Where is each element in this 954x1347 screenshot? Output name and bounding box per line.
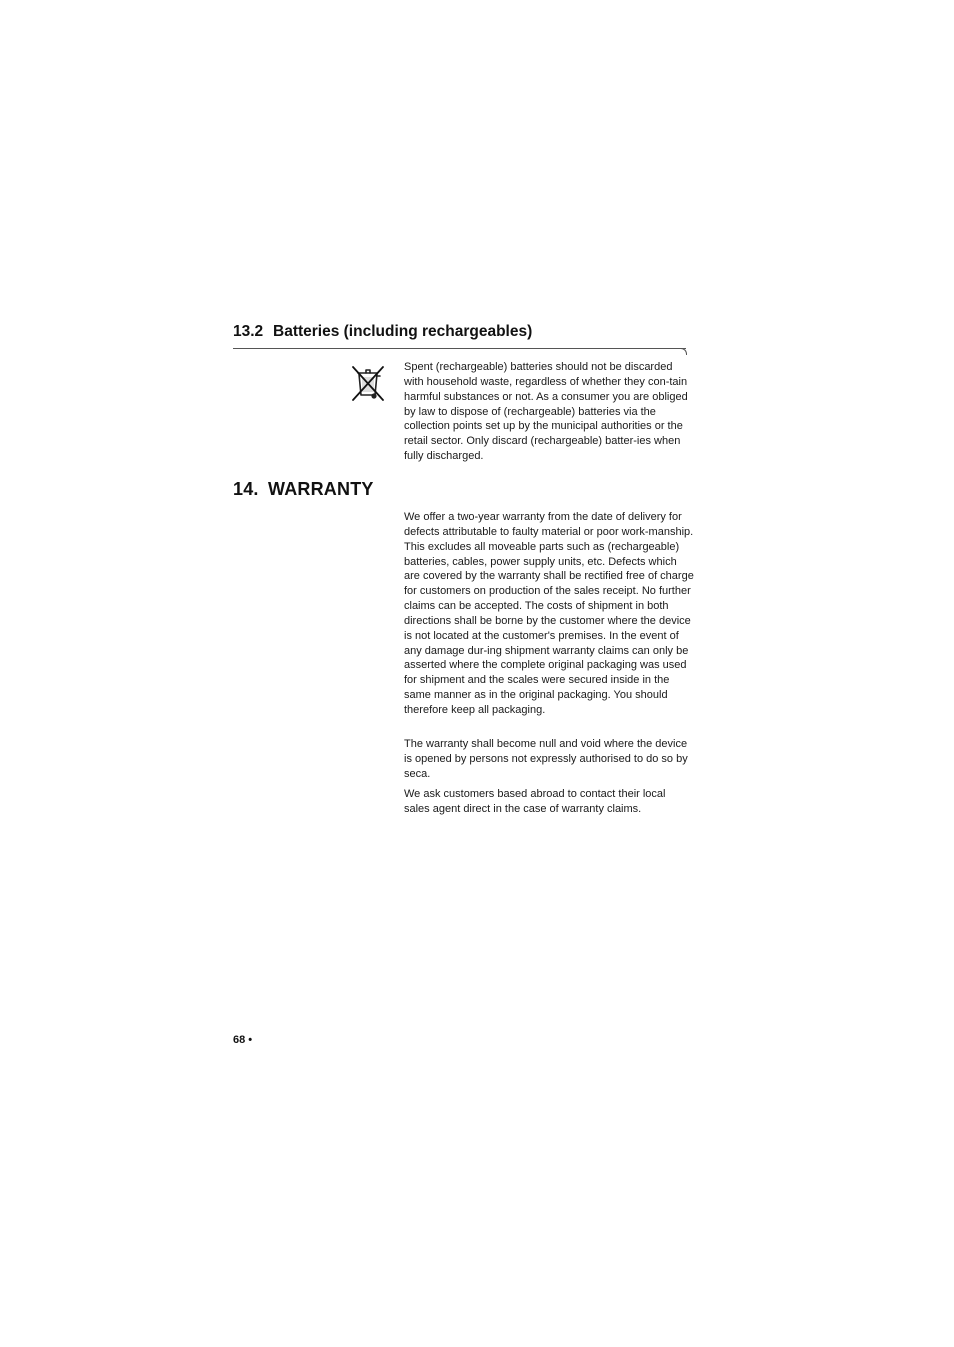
section-title: Batteries (including rechargeables) <box>273 323 533 340</box>
warranty-paragraph: We offer a two-year warranty from the date of delivery for defects attributable to faulty material or poor work-manship. This excludes all moveable parts such as (rechargeable) batteries, cables, power supply units, etc. Defects which are covered by the warranty shall be rectified free of charge for customers on production of the sales receipt. No further claims can be accepted. The costs of shipment in both directions shall be borne by the customer where the device is not located at the customer's premises. In the event of any damage dur-ing shipment warranty claims can only be asserted where the complete original packaging was used for shipment and the scales were secured inside in the same manner as in the original packaging. You should therefore keep all packaging. <box>404 511 694 716</box>
warranty-paragraph: We ask customers based abroad to contact their local sales agent direct in the case of warranty claims. <box>404 788 666 815</box>
warranty-paragraph: The warranty shall become null and void where the device is opened by persons not expressly authorised to do so by seca. <box>404 738 688 780</box>
batteries-paragraph: Spent (rechargeable) batteries should not be discarded with household waste, regardless of whether they con-tain harmful substances or not. As a consumer you are obliged by law to dispose of (rechargeable) batteries via the collection points set up by the municipal authorities or the retail sector. Only discard (rechargeable) batter-ies when fully discharged. <box>404 361 688 463</box>
crossed-out-wheelie-bin-icon <box>350 364 386 402</box>
section-divider <box>233 348 686 349</box>
chapter-number: 14. <box>233 479 259 499</box>
chapter-title: WARRANTY <box>268 479 374 499</box>
chapter-heading <box>233 479 374 500</box>
section-divider-hook <box>680 348 687 355</box>
page-number: 68 • <box>233 1034 253 1046</box>
section-heading <box>233 323 532 341</box>
section-number: 13.2 <box>233 323 264 340</box>
